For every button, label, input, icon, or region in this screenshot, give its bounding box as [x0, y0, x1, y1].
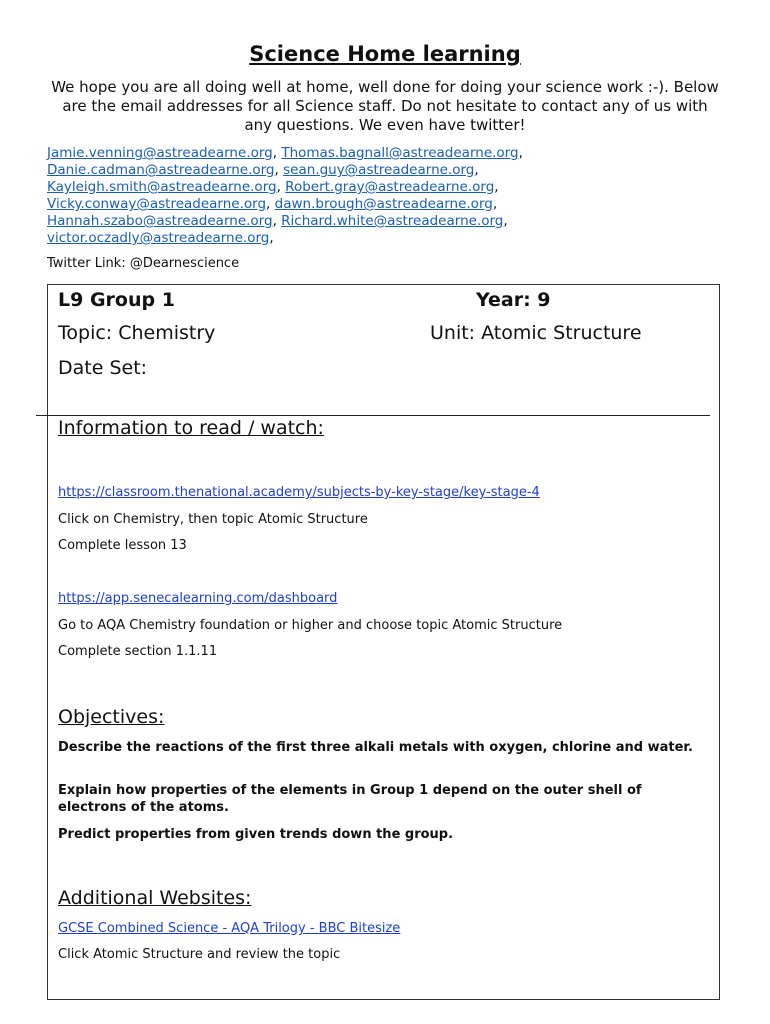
info-step: Go to AQA Chemistry foundation or higher and choose topic Atomic Structure	[58, 618, 563, 633]
email-row: Jamie.venning@astreadearne.org, Thomas.bagnall@astreadearne.org,	[47, 145, 523, 161]
intro-text: We hope you are all doing well at home, well done for doing your science work :-). Below are the email addresses for all Science staff. Do not hesitate to contact any of us with any questions. We even have twitter!	[51, 78, 719, 134]
email-row: victor.oczadly@astreadearne.org,	[47, 230, 274, 246]
email-row: Hannah.szabo@astreadearne.org, Richard.white@astreadearne.org,	[47, 213, 508, 229]
objectives-heading: Objectives:	[58, 706, 165, 728]
email-link[interactable]: Kayleigh.smith@astreadearne.org	[47, 179, 277, 195]
email-link[interactable]: Thomas.bagnall@astreadearne.org	[281, 145, 519, 161]
date-set-label: Date Set:	[58, 357, 148, 379]
info-step: Complete section 1.1.11	[58, 644, 218, 659]
email-link[interactable]: Robert.gray@astreadearne.org	[285, 179, 495, 195]
email-link[interactable]: Danie.cadman@astreadearne.org	[47, 162, 275, 178]
additional-step: Click Atomic Structure and review the topic	[58, 947, 341, 962]
twitter-link-text: Twitter Link: @Dearnescience	[47, 256, 240, 271]
info-step: Complete lesson 13	[58, 538, 187, 553]
email-link[interactable]: Jamie.venning@astreadearne.org	[47, 145, 273, 161]
group-label: L9 Group 1	[58, 289, 175, 311]
topic-label: Topic: Chemistry	[58, 322, 216, 344]
email-link[interactable]: sean.guy@astreadearne.org	[283, 162, 475, 178]
additional-heading: Additional Websites:	[58, 887, 252, 909]
oak-academy-link[interactable]: https://classroom.thenational.academy/subjects-by-key-stage/key-stage-4	[58, 485, 540, 500]
page-title: Science Home learning	[249, 42, 521, 66]
staff-email-list	[47, 145, 727, 247]
email-link[interactable]: Hannah.szabo@astreadearne.org	[47, 213, 273, 229]
objective-item: Describe the reactions of the first three alkali metals with oxygen, chlorine and water.	[58, 740, 693, 755]
email-row: Kayleigh.smith@astreadearne.org, Robert.gray@astreadearne.org,	[47, 179, 499, 195]
section-divider	[36, 415, 710, 416]
seneca-link[interactable]: https://app.senecalearning.com/dashboard	[58, 591, 338, 606]
objective-item: Explain how properties of the elements in Group 1 depend on the outer shell of electrons of the atoms.	[58, 783, 642, 815]
bbc-bitesize-link[interactable]: GCSE Combined Science - AQA Trilogy - BBC Bitesize	[58, 921, 401, 936]
unit-label: Unit: Atomic Structure	[430, 322, 642, 344]
year-label: Year: 9	[476, 289, 551, 311]
info-heading: Information to read / watch:	[58, 417, 324, 439]
objective-item: Predict properties from given trends down the group.	[58, 827, 454, 842]
email-row: Vicky.conway@astreadearne.org, dawn.brough@astreadearne.org,	[47, 196, 498, 212]
email-link[interactable]: Richard.white@astreadearne.org	[281, 213, 504, 229]
email-row: Danie.cadman@astreadearne.org, sean.guy@astreadearne.org,	[47, 162, 479, 178]
email-link[interactable]: dawn.brough@astreadearne.org	[274, 196, 493, 212]
info-step: Click on Chemistry, then topic Atomic Structure	[58, 512, 368, 527]
email-link[interactable]: victor.oczadly@astreadearne.org	[47, 230, 270, 246]
email-link[interactable]: Vicky.conway@astreadearne.org	[47, 196, 267, 212]
